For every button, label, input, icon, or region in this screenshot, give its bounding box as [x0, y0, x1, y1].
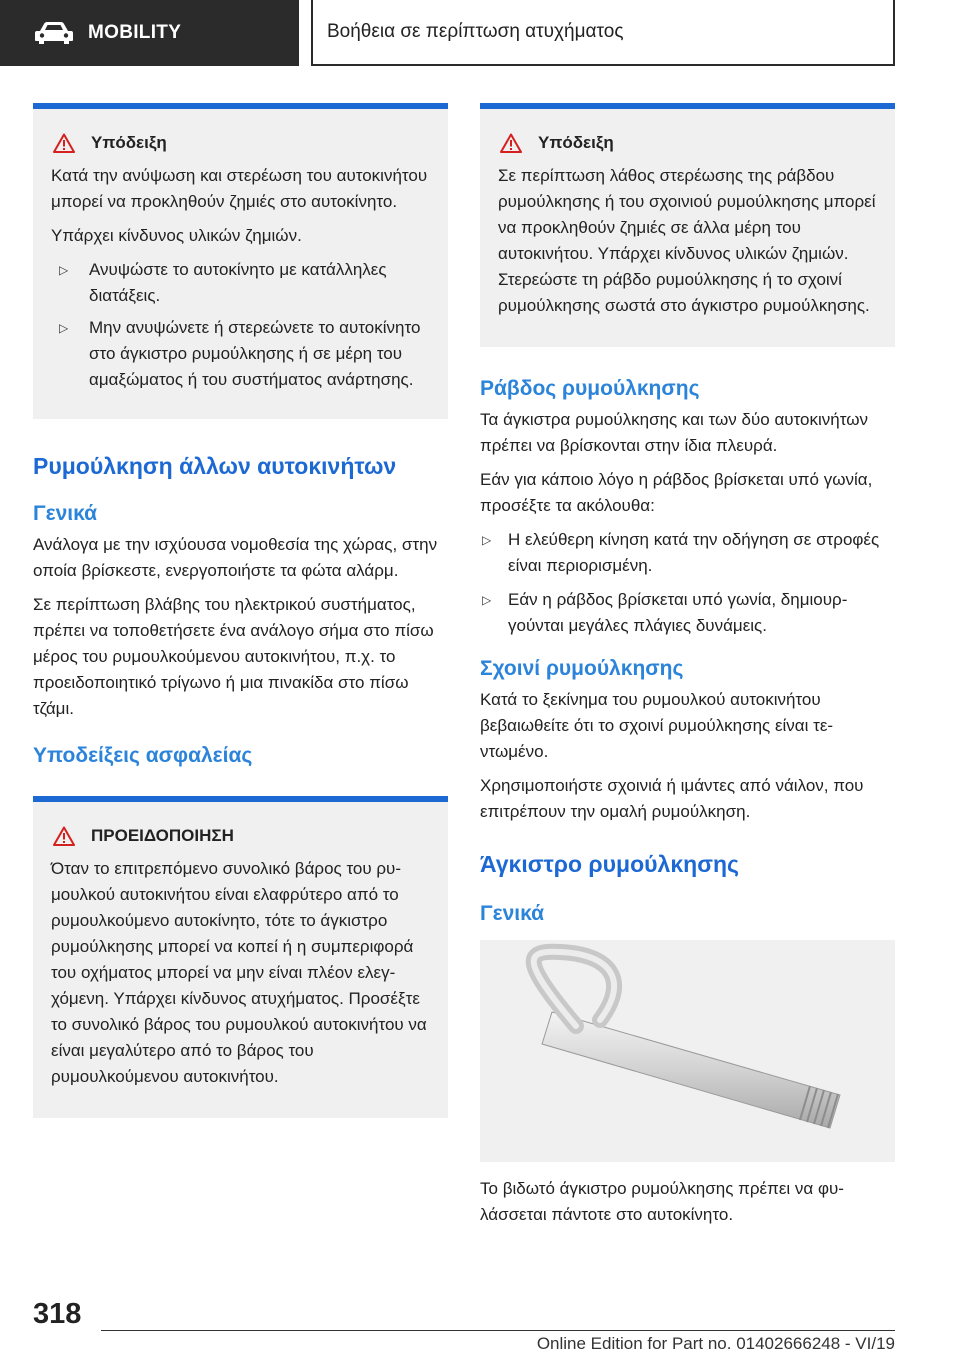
notice-text: Κατά την ανύψωση και στερέωση του αυτοκινήτου μπορεί να προκληθούν ζημιές στο αυτοκίνητο. [51, 166, 428, 211]
notice-text: Σε περίπτωση λάθος στερέωσης της ράβδου ρυμούλκησης ή του σχοινιού ρυμούλκησης μπορεί να προκληθούν ζημιές σε άλλα μέρη του αυτοκινήτου. Υπάρχει κίνδυνος υλικών ζημιών. Στερεώστε τη ράβδο ρυμούλκησης ή το σχοινί ρυμούλκησης σωστά στο άγκιστρο ρυμούλκησης. [498, 166, 876, 315]
heading-tow-rope: Σχοινί ρυμούλκησης [480, 657, 684, 680]
bullet-triangle-icon: ▷ [59, 263, 69, 277]
list-item [51, 257, 430, 309]
chapter-title: Βοήθεια σε περίπτωση ατυχήματος [311, 0, 895, 66]
list-item [480, 527, 895, 579]
heading-general: Γενικά [33, 502, 98, 525]
notice-box [33, 103, 448, 419]
footer-divider [101, 1330, 895, 1331]
warning-triangle-icon [53, 826, 75, 846]
notice-title [498, 133, 877, 153]
notice-title-text: Υπόδειξη [91, 133, 167, 152]
paragraph: Εάν για κάποιο λόγο η ράβδος βρίσκεται υπό γωνία, προσέξτε τα ακόλουθα: [480, 470, 873, 515]
notice-title-text: Υπόδειξη [538, 133, 614, 152]
heading-general: Γενικά [480, 902, 545, 925]
bullet-list [480, 527, 895, 639]
paragraph: Χρησιμοποιήστε σχοινιά ή ιμάντες από νάιλον, που επιτρέπουν την ομαλή ρυμούλκηση. [480, 776, 864, 821]
tow-hook-icon [480, 940, 895, 1162]
section-tab [0, 0, 299, 66]
notice-text: Υπάρχει κίνδυνος υλικών ζημιών. [51, 226, 302, 245]
tow-hook-illustration [480, 940, 895, 1162]
page-header [0, 0, 960, 66]
paragraph: Ανάλογα με την ισχύουσα νομοθεσία της χώρας, στην οποία βρίσκεστε, ενεργοποιήστε τα φώτα αλάρμ. [33, 535, 438, 580]
heading-towing-other-vehicles: Ρυμούλκηση άλλων αυτοκινήτων [33, 453, 397, 479]
paragraph: Κατά το ξεκίνημα του ρυμουλκού αυτοκινήτου βεβαιωθείτε ότι το σχοινί ρυμούλκησης είναι τεντωμένο. [480, 690, 834, 761]
paragraph: Τα άγκιστρα ρυμούλκησης και των δύο αυτοκινήτων πρέπει να βρίσκονται στην ίδια πλευρά. [480, 410, 868, 455]
warning-title-text: ΠΡΟΕΙΔΟΠΟΙΗΣΗ [91, 826, 234, 845]
warning-title [51, 826, 430, 846]
warning-text: Όταν το επιτρεπόμενο συνολικό βάρος του ρυμουλκού αυτοκινήτου είναι ελαφρύτερο από το ρυμουλκούμενο αυτοκίνητο, τότε το άγκιστρο ρυμούλκησης μπορεί να κοπεί ή η συμπεριφορά του οχήματος μπορεί να μην είναι πλέον ελεγχόμενη. Υπάρχει κίνδυνος ατυχήματος. Προσέξτε το συνολικό βάρος του ρυμουλκού αυτοκινήτου να είναι μεγαλύτερο από το βάρος του ρυμουλκούμενου αυτοκινήτου. [51, 859, 427, 1086]
heading-safety-notes: Υποδείξεις ασφαλείας [33, 744, 253, 767]
heading-tow-hook: Άγκιστρο ρυμούλκησης [480, 851, 739, 877]
bullet-triangle-icon: ▷ [59, 321, 69, 335]
left-column [33, 103, 448, 1118]
list-item [51, 315, 430, 393]
list-item-text: Εάν η ράβδος βρίσκεται υπό γωνία, δημιουργούνται μεγάλες πλάγιες δυνάμεις. [508, 590, 848, 635]
page-number: 318 [33, 1298, 82, 1330]
notice-list [51, 257, 430, 393]
warning-box [33, 796, 448, 1118]
notice-title [51, 133, 430, 153]
warning-triangle-icon [53, 133, 75, 153]
footer-edition: Online Edition for Part no. 01402666248 - VI/19 [536, 1334, 895, 1353]
paragraph: Σε περίπτωση βλάβης του ηλεκτρικού συστήματος, πρέπει να τοποθετήσετε ένα ανάλογο σήμα στο πίσω μέρος του ρυμουλκούμενου αυτοκινήτου, π.χ. το προειδοποιητικό τρίγωνο ή μια πινακίδα στο πίσω τζάμι. [33, 595, 434, 718]
right-column [480, 103, 895, 1236]
list-item [480, 587, 895, 639]
bullet-triangle-icon: ▷ [482, 593, 492, 607]
warning-triangle-icon [500, 133, 522, 153]
list-item-text: Ανυψώστε το αυτοκίνητο με κατάλληλες διατάξεις. [89, 260, 387, 305]
image-caption: Το βιδωτό άγκιστρο ρυμούλκησης πρέπει να φυλάσσεται πάντοτε στο αυτοκίνητο. [480, 1179, 844, 1224]
section-label: MOBILITY [88, 22, 182, 43]
list-item-text: Μην ανυψώνετε ή στερεώνετε το αυτοκίνητο στο άγκιστρο ρυμούλκησης ή σε μέρη του αμαξώματος ή του συστήματος ανάρτησης. [89, 318, 421, 389]
list-item-text: Η ελεύθερη κίνηση κατά την οδήγηση σε στροφές είναι περιορισμένη. [508, 530, 880, 575]
bullet-triangle-icon: ▷ [482, 533, 492, 547]
notice-box [480, 103, 895, 347]
car-icon [34, 21, 74, 45]
heading-tow-bar: Ράβδος ρυμούλκησης [480, 377, 700, 400]
